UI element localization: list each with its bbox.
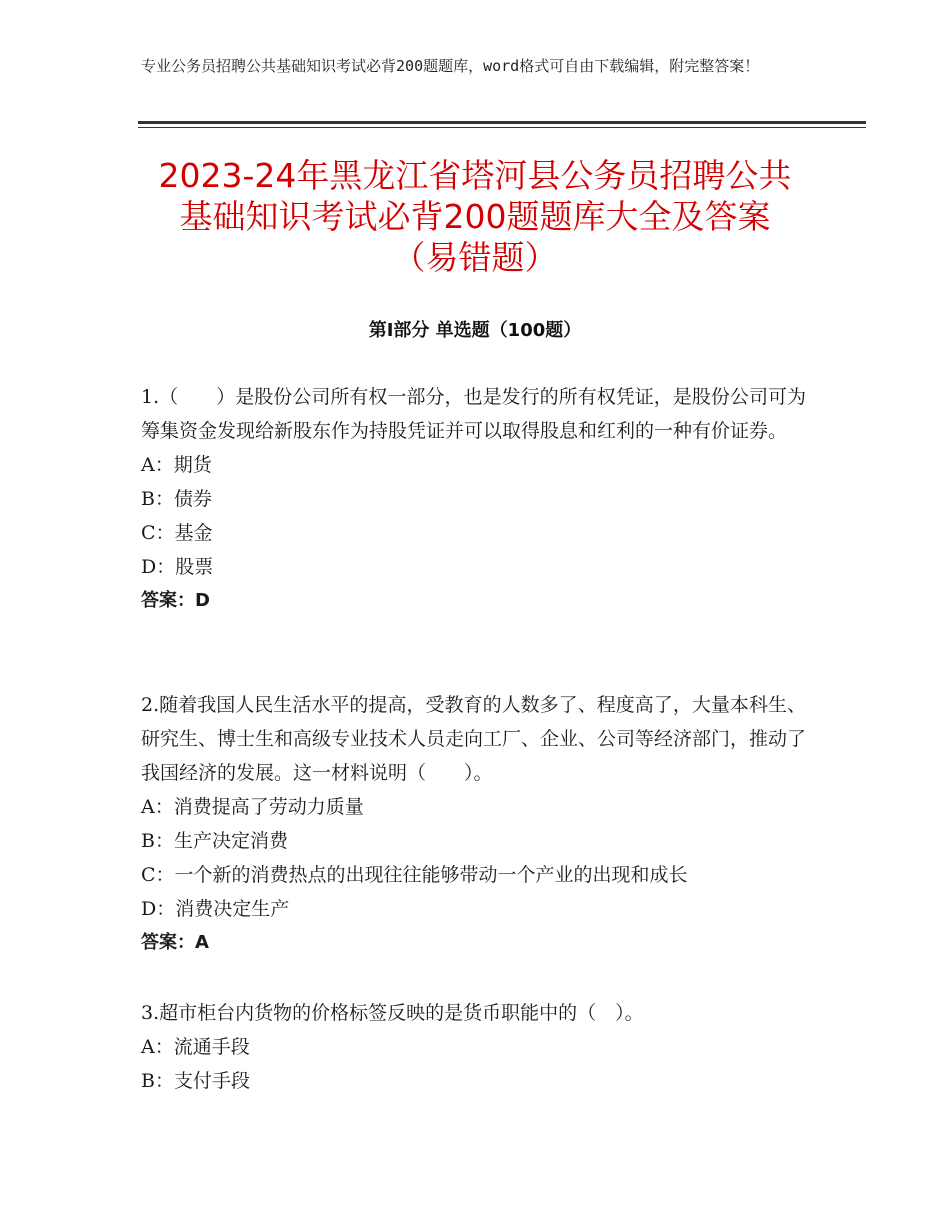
option-a: A：流通手段: [141, 1036, 250, 1058]
question-stem: 3.超市柜台内货物的价格标签反映的是货币职能中的（ ）。: [141, 1002, 644, 1024]
title-line-3: （易错题）: [392, 238, 558, 277]
document-title: [100, 155, 850, 278]
question-stem: 1.（ ）是股份公司所有权一部分，也是发行的所有权凭证，是股份公司可为筹集资金发现给新股东作为持股凭证并可以取得股息和红利的一种有价证券。: [141, 386, 806, 442]
option-c: C：基金: [141, 522, 213, 544]
option-d: D：消费决定生产: [141, 898, 290, 920]
question-1: [141, 380, 806, 618]
section-title: 第Ⅰ部分 单选题（100题）: [368, 320, 582, 341]
question-3: [141, 996, 806, 1098]
question-stem: 2.随着我国人民生活水平的提高，受教育的人数多了、程度高了，大量本科生、研究生、博士生和高级专业技术人员走向工厂、企业、公司等经济部门，推动了我国经济的发展。这一材料说明（ ）。: [141, 694, 807, 784]
header-note: 专业公务员招聘公共基础知识考试必背200题题库，word格式可自由下载编辑，附完整答案！: [141, 57, 760, 75]
option-a: A：期货: [141, 454, 212, 476]
option-c: C：一个新的消费热点的出现往往能够带动一个产业的出现和成长: [141, 864, 688, 886]
option-b: B：债券: [141, 488, 212, 510]
header-divider-thin: [138, 127, 866, 128]
answer-line: 答案：A: [141, 932, 209, 953]
option-d: D：股票: [141, 556, 214, 578]
title-line-1: 2023-24年黑龙江省塔河县公务员招聘公共: [158, 156, 792, 195]
option-a: A：消费提高了劳动力质量: [141, 796, 364, 818]
title-line-2: 基础知识考试必背200题题库大全及答案: [179, 197, 771, 236]
question-2: [141, 688, 806, 960]
option-b: B：生产决定消费: [141, 830, 288, 852]
option-b: B：支付手段: [141, 1070, 250, 1092]
header-divider-thick: [138, 121, 866, 124]
answer-line: 答案：D: [141, 590, 210, 611]
